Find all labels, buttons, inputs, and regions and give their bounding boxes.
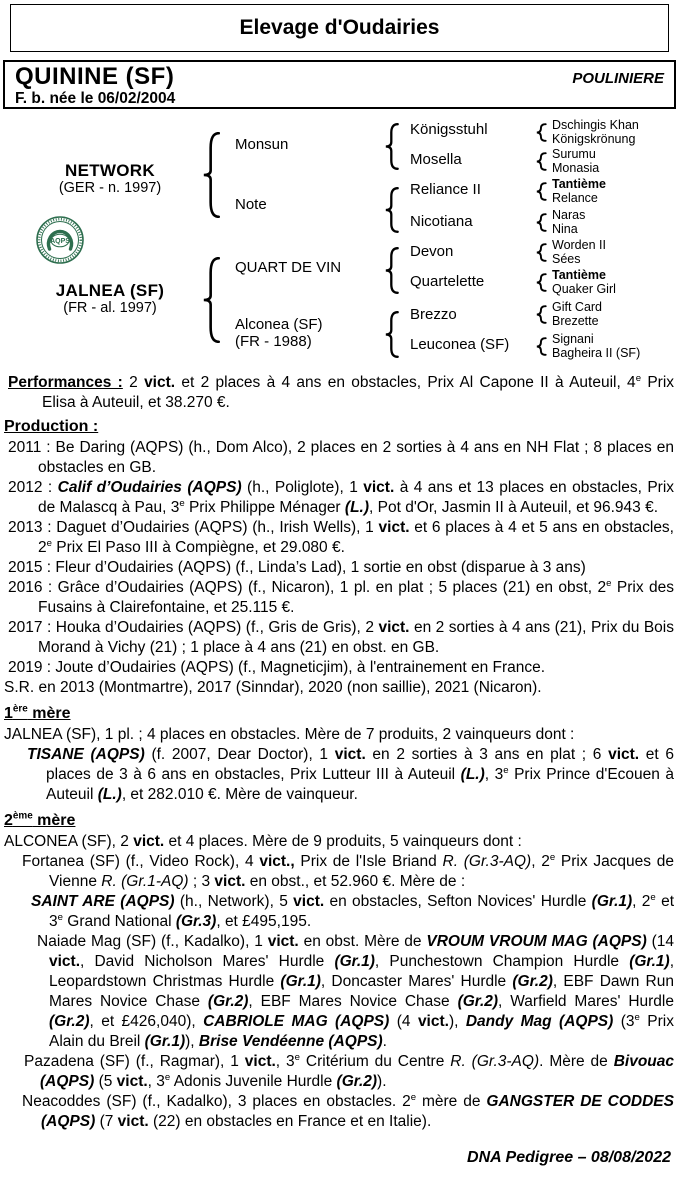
fortanea-paragraph: Fortanea (SF) (f., Video Rock), 4 vict., Prix de l'Isle Briand R. (Gr.3-AQ), 2e Prix Jacques de Vienne R. (Gr.1-AQ) ; 3 vict. en obst., et 52.960 €. Mère de : bbox=[22, 851, 675, 890]
gen4-ancestor: Bagheira II (SF) bbox=[552, 345, 641, 360]
gen3-ancestor: Devon bbox=[410, 243, 454, 260]
production-entry-2011: 2011 : Be Daring (AQPS) (h., Dom Alco), 2 places en 2 sorties à 4 ans en NH Flat ; 8 places en obstacles en GB. bbox=[8, 439, 674, 476]
gen3-ancestor: Reliance II bbox=[410, 181, 481, 198]
status-label: POULINIERE bbox=[572, 70, 664, 87]
gen4-pair bbox=[552, 119, 678, 146]
first-dam-heading: 1ère mère bbox=[4, 703, 71, 722]
production-sr-note: S.R. en 2013 (Montmartre), 2017 (Sinndar), 2020 (non saillie), 2021 (Nicaron). bbox=[4, 679, 542, 696]
pedigree-brace bbox=[385, 311, 399, 358]
first-dam-paragraph: JALNEA (SF), 1 pl. ; 4 places en obstacles. Mère de 7 produits, 2 vainqueurs dont : bbox=[4, 726, 575, 743]
pedigree-brace bbox=[536, 123, 547, 142]
neacoddes-paragraph: Neacoddes (SF) (f., Kadalko), 3 places en obstacles. 2e mère de GANGSTER DE CODDES (AQPS) (7 vict. (22) en obstacles en France et en Italie). bbox=[22, 1091, 674, 1130]
pedigree-brace bbox=[536, 305, 547, 324]
breeder-title: Elevage d'Oudairies bbox=[239, 16, 440, 39]
naiade-mag-paragraph: Naiade Mag (SF) (f., Kadalko), 1 vict. en obst. Mère de VROUM VROUM MAG (AQPS) (14 vict., David Nicholson Mares' Hurdle (Gr.1), Punchestown Champion Hurdle (Gr.1), Leopardstown Christmas Hurdle (Gr.1), Doncaster Mares' Hurdle (Gr.2), EBF Dawn Run Mares Novice Chase (Gr.2), EBF Mares Novice Chase (Gr.2), Warfield Mares' Hurdle (Gr.2), et £426,040), CABRIOLE MAG (AQPS) (4 vict.), Dandy Mag (AQPS) (3e Prix Alain du Breil (Gr.1)), Brise Vendéenne (AQPS). bbox=[37, 933, 675, 1050]
pedigree-brace bbox=[536, 243, 547, 262]
pedigree-brace bbox=[536, 337, 547, 356]
gen4-ancestor: Relance bbox=[552, 190, 598, 205]
gen4-ancestor: Sées bbox=[552, 251, 581, 266]
gen4-pair bbox=[552, 269, 678, 296]
pedigree-brace bbox=[536, 152, 547, 171]
gen4-ancestor: Tantième bbox=[552, 268, 606, 282]
gen2-dam-dam-origin: (FR - 1988) bbox=[235, 333, 312, 350]
sire-origin: (GER - n. 1997) bbox=[58, 180, 162, 196]
production-entry-2015: 2015 : Fleur d’Oudairies (AQPS) (f., Linda’s Lad), 1 sortie en obst (disparue à 3 ans) bbox=[8, 559, 586, 576]
dam-name: JALNEA (SF) bbox=[55, 281, 165, 300]
pedigree-brace bbox=[536, 213, 547, 232]
breeder-header-box bbox=[10, 4, 669, 52]
gen4-pair bbox=[552, 333, 678, 360]
gen3-ancestor: Nicotiana bbox=[410, 213, 473, 230]
production-entry-2016: 2016 : Grâce d’Oudairies (AQPS) (f., Nicaron), 1 pl. en plat ; 5 places (21) en obst, 2e Prix des Fusains à Clairefontaine, et 25.115 €. bbox=[8, 577, 674, 616]
pedigree-brace bbox=[385, 247, 399, 294]
second-dam-heading: 2ème mère bbox=[4, 810, 76, 829]
pedigree-brace bbox=[203, 132, 220, 218]
gen4-ancestor: Nina bbox=[552, 221, 578, 236]
gen3-ancestor: Mosella bbox=[410, 151, 462, 168]
production-entry-2017: 2017 : Houka d’Oudairies (AQPS) (f., Gris de Gris), 2 vict. en 2 sorties à 4 ans (21), Prix du Bois Morand à Vichy (21) ; 1 place à 4 ans (21) en obst. en GB. bbox=[8, 619, 674, 656]
gen4-ancestor: Naras bbox=[552, 208, 586, 222]
gen2-sire-dam: Note bbox=[235, 196, 267, 213]
gen4-ancestor: Tantième bbox=[552, 177, 606, 191]
gen4-ancestor: Worden II bbox=[552, 238, 606, 252]
pedigree-brace bbox=[536, 273, 547, 292]
horse-name: QUININE (SF) bbox=[15, 63, 175, 90]
gen4-ancestor: Gift Card bbox=[552, 300, 603, 314]
pedigree-brace bbox=[536, 182, 547, 201]
dam-origin: (FR - al. 1997) bbox=[63, 300, 157, 316]
gen2-dam-dam-name: Alconea (SF) bbox=[235, 316, 323, 333]
pazadena-paragraph: Pazadena (SF) (f., Ragmar), 1 vict., 3e Critérium du Centre R. (Gr.3-AQ). Mère de Bivouac (AQPS) (5 vict., 3e Adonis Juvenile Hurdle (Gr.2)). bbox=[24, 1051, 675, 1090]
gen4-ancestor: Dschingis Khan bbox=[552, 118, 639, 132]
production-entry-2019: 2019 : Joute d’Oudairies (AQPS) (f., Magneticjim), à l'entrainement en France. bbox=[8, 659, 546, 676]
gen3-ancestor: Königsstuhl bbox=[410, 121, 488, 138]
gen3-ancestor: Brezzo bbox=[410, 306, 457, 323]
document-body bbox=[4, 373, 674, 1132]
gen3-ancestor: Quartelette bbox=[410, 273, 485, 290]
pedigree-tree bbox=[0, 112, 679, 373]
birth-info: F. b. née le 06/02/2004 bbox=[15, 90, 176, 107]
pedigree-brace bbox=[385, 123, 399, 170]
gen4-ancestor: Quaker Girl bbox=[552, 281, 616, 296]
gen4-ancestor: Brezette bbox=[552, 313, 599, 328]
gen4-pair bbox=[552, 209, 678, 236]
dam-block bbox=[20, 282, 200, 316]
document-credit: DNA Pedigree – 08/08/2022 bbox=[467, 1149, 671, 1166]
gen4-pair bbox=[552, 239, 678, 266]
tisane-paragraph: TISANE (AQPS) (f. 2007, Dear Doctor), 1 vict. en 2 sorties à 3 ans en plat ; 6 vict. et 6 places de 3 à 6 ans en obstacles, Prix Lutteur III à Auteuil (L.), 3e Prix Prince d'Ecouen à Auteuil (L.), et 282.010 €. Mère de vainqueur. bbox=[27, 746, 675, 803]
gen4-ancestor: Monasia bbox=[552, 160, 600, 175]
subject-box bbox=[3, 60, 676, 109]
production-heading: Production : bbox=[4, 418, 99, 435]
production-entry-2013: 2013 : Daguet d’Oudairies (AQPS) (h., Irish Wells), 1 vict. et 6 places à 4 et 5 ans en obstacles, 2e Prix El Paso III à Compiègne, et 29.080 €. bbox=[8, 519, 674, 556]
sire-block bbox=[20, 162, 200, 196]
gen4-pair bbox=[552, 148, 678, 175]
gen2-dam-sire: QUART DE VIN bbox=[235, 259, 342, 276]
gen4-ancestor: Signani bbox=[552, 332, 594, 346]
gen4-pair bbox=[552, 301, 678, 328]
gen2-sire-sire: Monsun bbox=[235, 136, 289, 153]
pedigree-brace bbox=[203, 257, 220, 343]
aqps-logo-icon bbox=[36, 216, 84, 264]
aqps-logo-text: AQPS bbox=[50, 238, 70, 245]
sire-name: NETWORK bbox=[65, 161, 155, 180]
saint-are-paragraph: SAINT ARE (AQPS) (h., Network), 5 vict. en obstacles, Sefton Novices' Hurdle (Gr.1), 2e et 3e Grand National (Gr.3), et £495,195. bbox=[31, 891, 674, 930]
second-dam-paragraph: ALCONEA (SF), 2 vict. et 4 places. Mère de 9 produits, 5 vainqueurs dont : bbox=[4, 833, 522, 850]
gen4-pair bbox=[552, 178, 678, 205]
gen2-dam-dam bbox=[235, 316, 323, 350]
production-entry-2012: 2012 : Calif d’Oudairies (AQPS) (h., Poliglote), 1 vict. à 4 ans et 13 places en obstacles, Prix de Malascq à Pau, 3e Prix Philippe Ménager (L.), Pot d'Or, Jasmin II à Auteuil, et 96.943 €. bbox=[8, 479, 675, 516]
gen4-ancestor: Königskrönung bbox=[552, 131, 636, 146]
performances-paragraph: Performances : 2 vict. et 2 places à 4 ans en obstacles, Prix Al Capone II à Auteuil, 4e Prix Elisa à Auteuil, et 38.270 €. bbox=[8, 372, 675, 411]
gen4-ancestor: Surumu bbox=[552, 147, 596, 161]
pedigree-brace bbox=[385, 187, 399, 233]
gen3-ancestor: Leuconea (SF) bbox=[410, 336, 510, 353]
